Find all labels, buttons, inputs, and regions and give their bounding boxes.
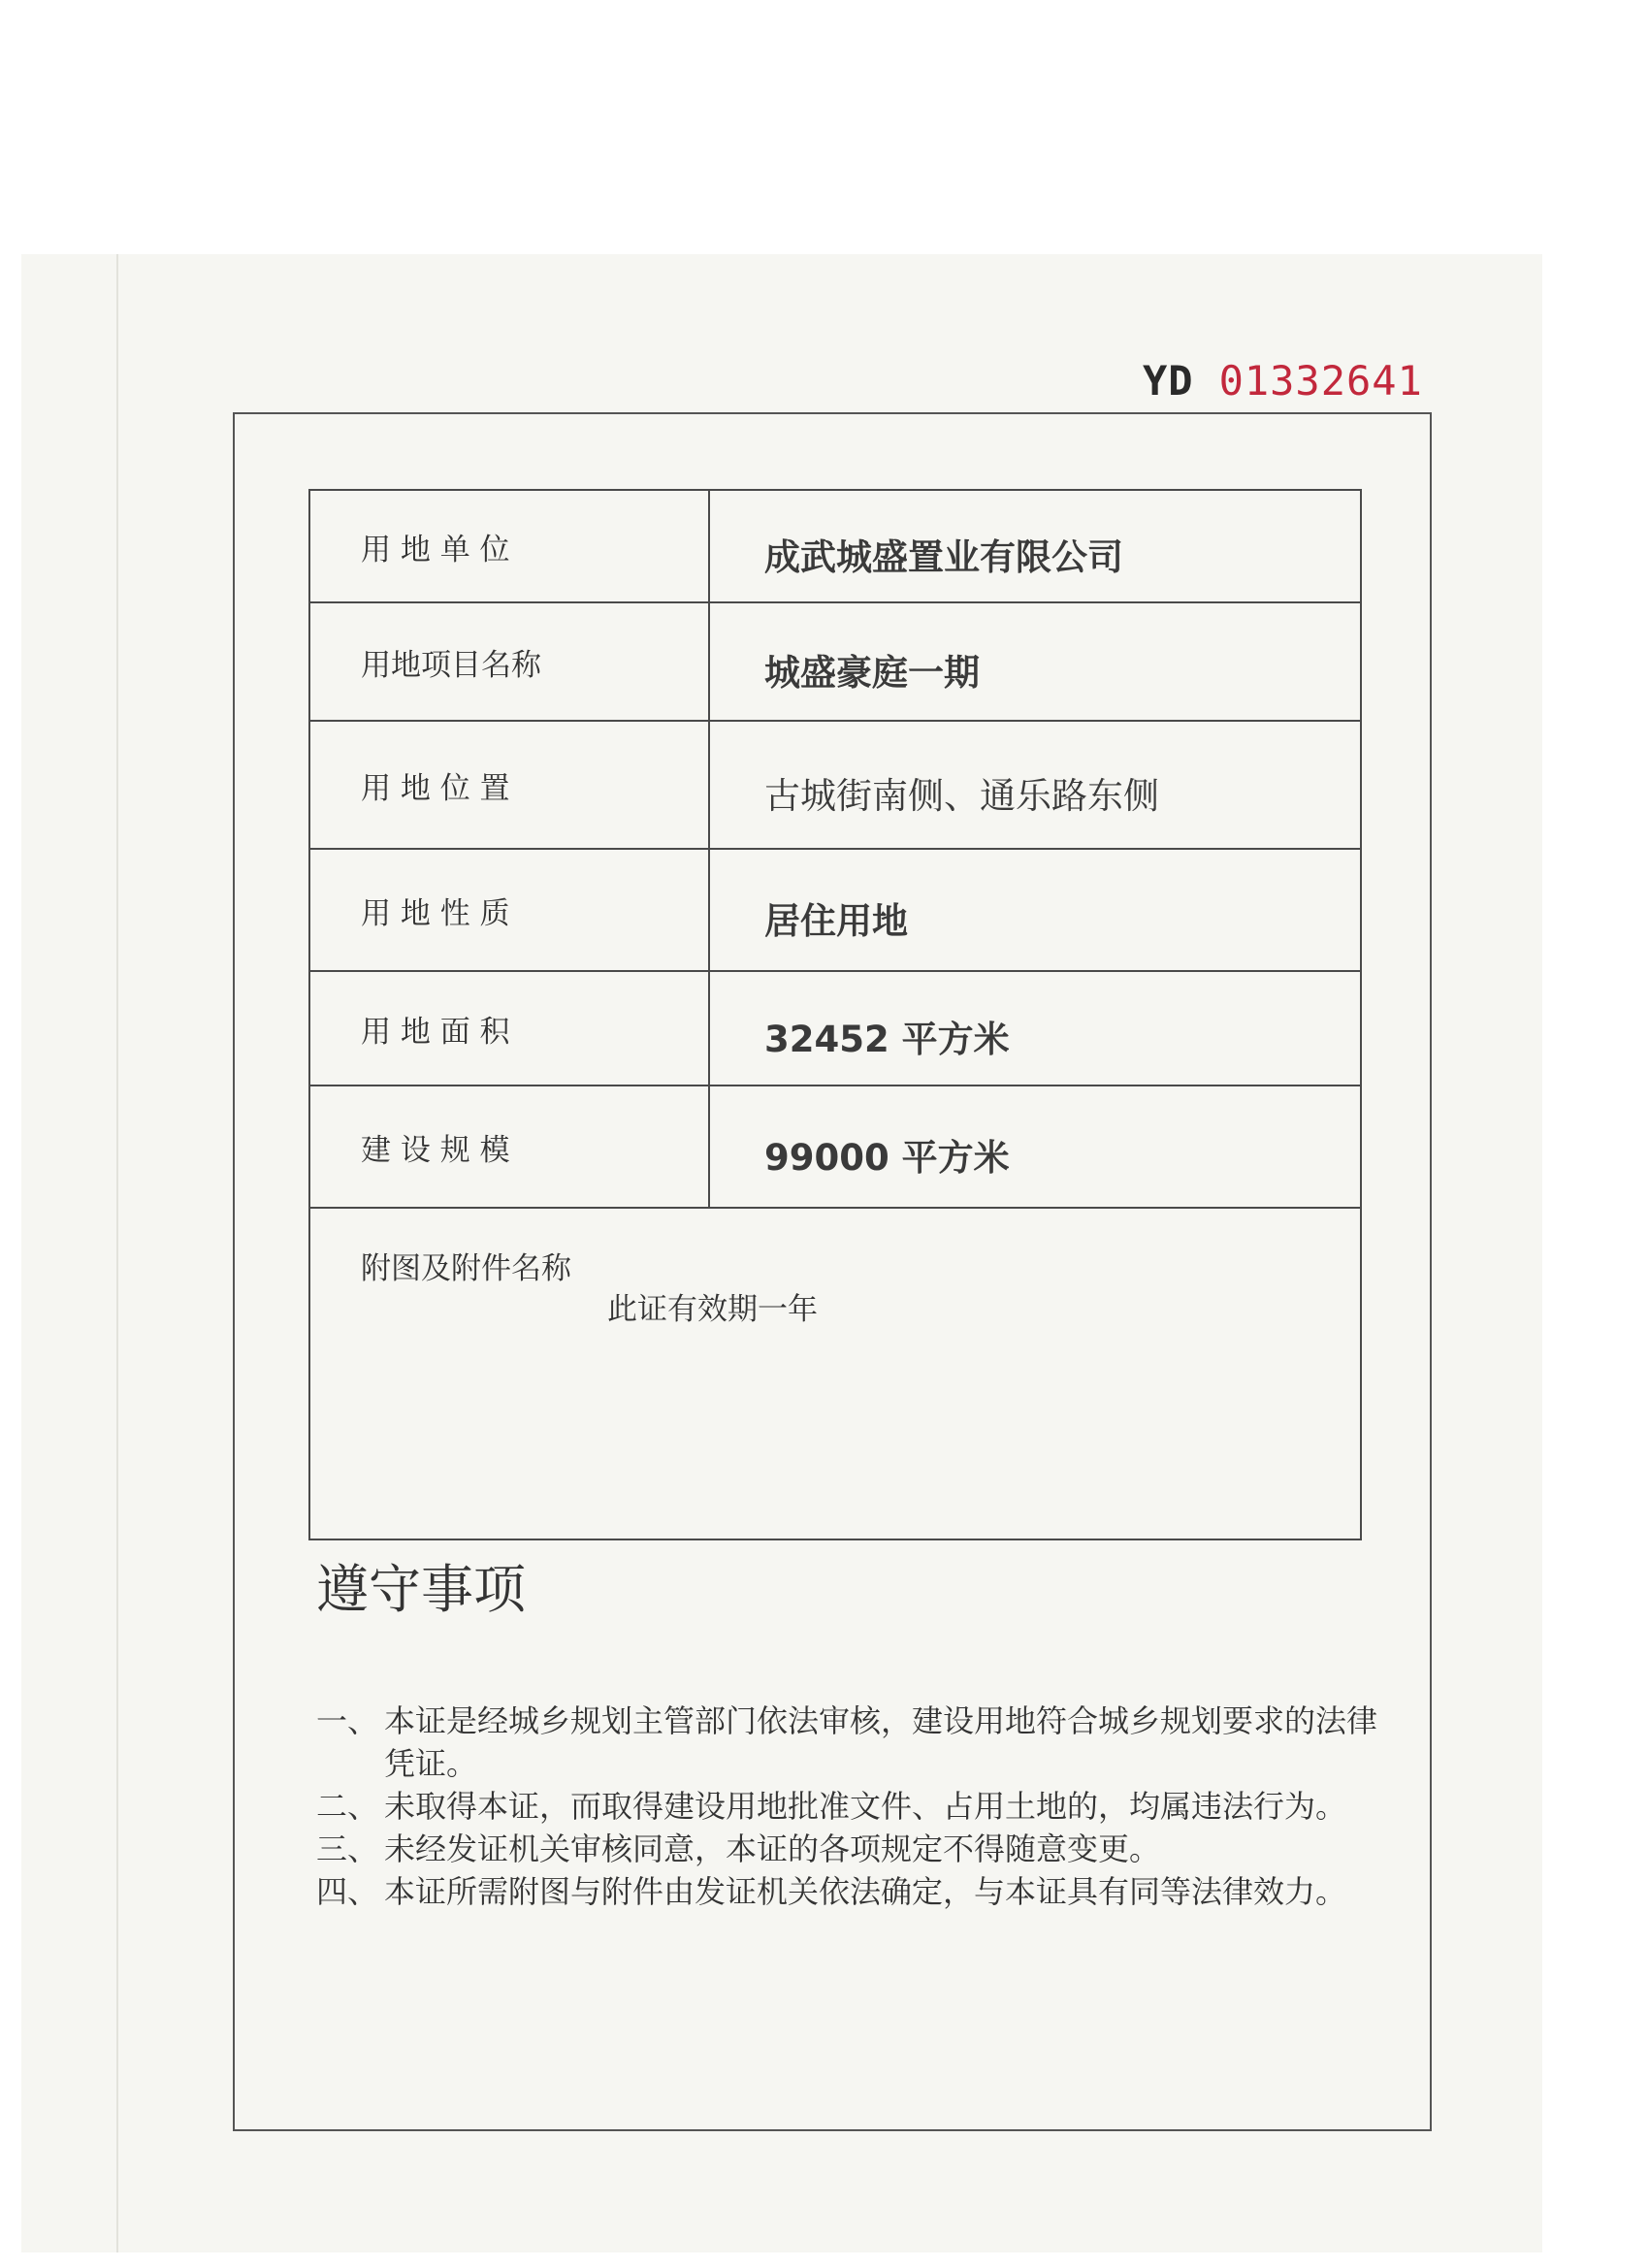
validity-note: 此证有效期一年 — [607, 1292, 818, 1327]
table-row — [309, 849, 1361, 971]
row-value: 城盛豪庭一期 — [709, 602, 1361, 721]
note-text: 未经发证机关审核同意，本证的各项规定不得随意变更。 — [384, 1831, 1161, 1867]
table-row — [309, 971, 1361, 1085]
note-number: 一、 — [316, 1702, 379, 1739]
attachment-row — [309, 1208, 1361, 1539]
list-item — [316, 1870, 1383, 1913]
table-row — [309, 721, 1361, 849]
row-label: 用 地 面 积 — [309, 971, 709, 1085]
row-label: 用 地 单 位 — [309, 490, 709, 602]
notes-title: 遵守事项 — [316, 1559, 526, 1620]
list-item — [316, 1828, 1383, 1870]
sheet-fold-line — [116, 254, 118, 2252]
row-label: 建 设 规 模 — [309, 1085, 709, 1208]
table-row — [309, 602, 1361, 721]
serial-number — [1143, 357, 1423, 405]
row-value: 99000 平方米 — [709, 1085, 1361, 1208]
note-number: 四、 — [316, 1873, 379, 1910]
note-number: 二、 — [316, 1788, 379, 1825]
note-number: 三、 — [316, 1831, 379, 1867]
row-value: 成武城盛置业有限公司 — [709, 490, 1361, 602]
row-label: 用地项目名称 — [309, 602, 709, 721]
table-row — [309, 1085, 1361, 1208]
table-row — [309, 490, 1361, 602]
serial-digits: 01332641 — [1218, 357, 1423, 405]
attachment-cell — [309, 1208, 1361, 1539]
row-value: 居住用地 — [709, 849, 1361, 971]
attachment-label: 附图及附件名称 — [361, 1251, 571, 1286]
list-item — [316, 1700, 1383, 1785]
notes-list — [316, 1700, 1383, 1913]
row-value: 古城街南侧、通乐路东侧 — [709, 721, 1361, 849]
note-text: 未取得本证，而取得建设用地批准文件、占用土地的，均属违法行为。 — [384, 1788, 1347, 1825]
list-item — [316, 1785, 1383, 1828]
row-value: 32452 平方米 — [709, 971, 1361, 1085]
row-label: 用 地 性 质 — [309, 849, 709, 971]
note-text: 本证所需附图与附件由发证机关依法确定，与本证具有同等法律效力。 — [384, 1873, 1347, 1910]
row-label: 用 地 位 置 — [309, 721, 709, 849]
note-text: 本证是经城乡规划主管部门依法审核，建设用地符合城乡规划要求的法律凭证。 — [384, 1702, 1378, 1782]
land-use-info-table — [308, 489, 1362, 1540]
serial-prefix: YD — [1143, 357, 1194, 405]
